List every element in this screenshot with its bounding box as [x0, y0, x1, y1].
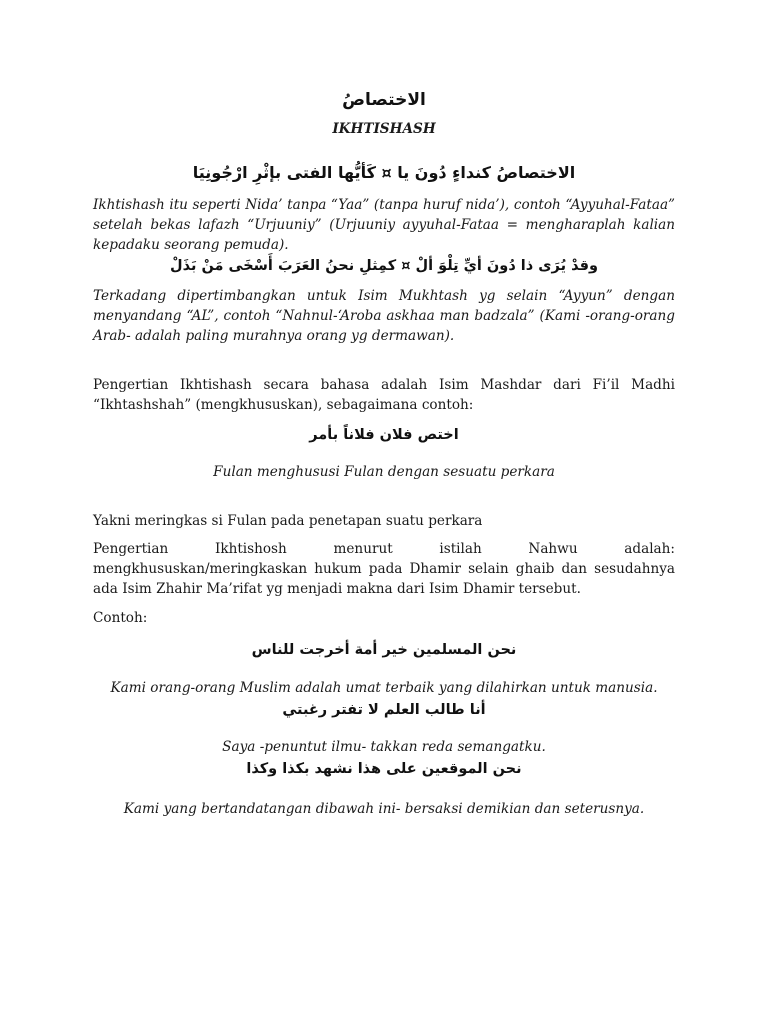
- paragraph-yakni: Yakni meringkas si Fulan pada penetapan suatu perkara: [93, 513, 483, 529]
- example1-translation: Fulan menghususi Fulan dengan sesuatu perkara: [213, 464, 555, 480]
- paragraph-term-definition: Pengertian Ikhtishosh menurut istilah Nahwu adalah: mengkhususkan/meringkaskan hukum pada Dhamir selain ghaib dan sesudahnya ada Isim Zhahir Ma’rifat yg menjadi makna dari Isim Dhamir tersebut.: [93, 541, 675, 597]
- example-translation: Kami orang-orang Muslim adalah umat terbaik yang dilahirkan untuk manusia.: [110, 680, 658, 696]
- verse2-translation: Terkadang dipertimbangkan untuk Isim Mukhtash yg selain “Ayyun” dengan menyandang “AL”, contoh “Nahnul-‘Aroba askhaa man badzala” (Kami -orang-orang Arab- adalah paling murahnya orang yg dermawan).: [93, 288, 675, 344]
- example-translation: Kami yang bertandatangan dibawah ini- bersaksi demikian dan seterusnya.: [123, 801, 645, 817]
- example1-arabic: اختص فلان فلاناً بأمر: [309, 427, 459, 443]
- title-latin: IKHTISHASH: [332, 121, 436, 137]
- paragraph-language-definition: Pengertian Ikhtishash secara bahasa adalah Isim Mashdar dari Fi’il Madhi “Ikhtashshah” (mengkhususkan), sebagaimana contoh:: [93, 377, 675, 413]
- verse1-translation: Ikhtishash itu seperti Nida’ tanpa “Yaa” (tanpa huruf nida’), contoh “Ayyuhal-Fataa” setelah bekas lafazh “Urjuuniy” (Urjuuniy ayyuhal-Fataa = mengharaplah kalian kepadaku seorang pemuda).: [93, 197, 675, 253]
- contoh-label: Contoh:: [93, 610, 148, 626]
- example-arabic: نحن الموقعين على هذا نشهد بكذا وكذا: [246, 761, 522, 777]
- example-arabic: أنا طالب العلم لا تفتر رغبتي: [282, 702, 486, 718]
- title-arabic: الاختصاصُ: [342, 90, 426, 110]
- verse2-arabic: وقدْ يُرَى ذا دُونَ أيِّ تِلْوَ ألْ ¤ كمِثلِ نحنُ العَرَبَ أَسْخَى مَنْ بَذَلْ: [170, 258, 598, 274]
- example-translation: Saya -penuntut ilmu- takkan reda semangatku.: [222, 739, 546, 755]
- verse1-arabic: الاختصاصُ كنداءٍ دُونَ يا ¤ كَأيُّها الفتى بإثْرِ ارْجُونِيَا: [192, 163, 576, 182]
- example-arabic: نحن المسلمين خير أمة أخرجت للناس: [251, 642, 517, 658]
